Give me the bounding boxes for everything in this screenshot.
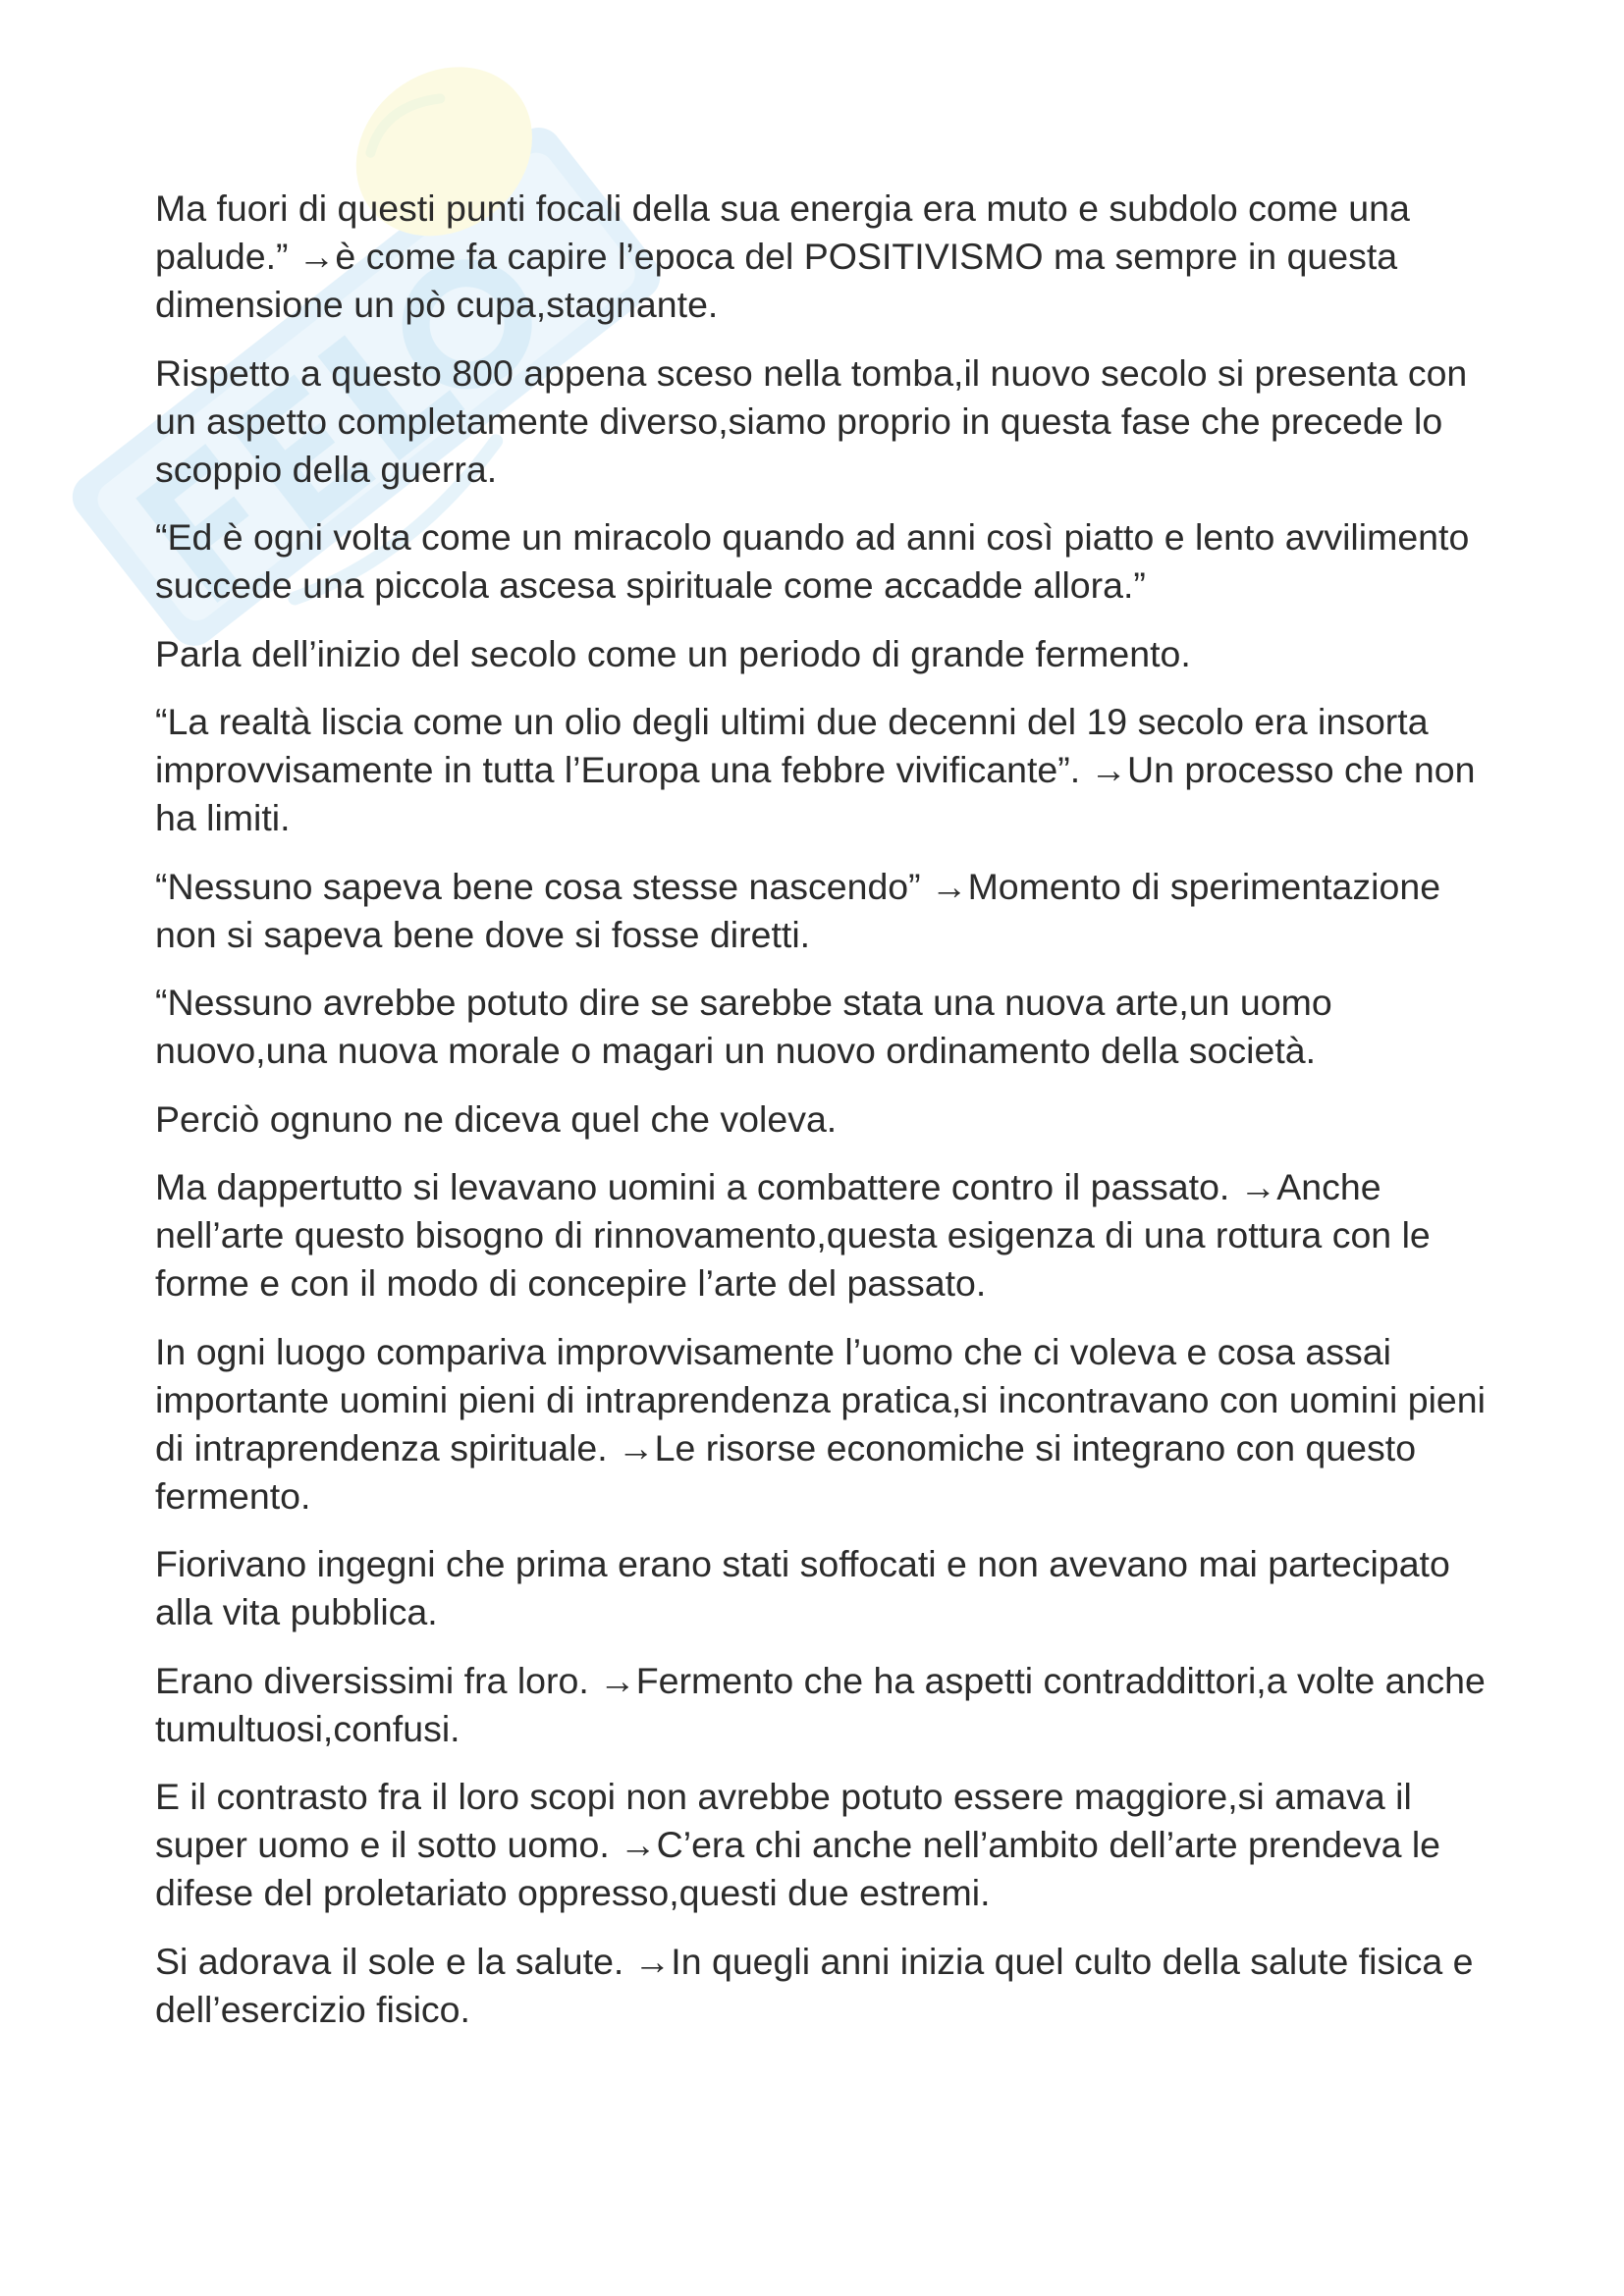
paragraph: Si adorava il sole e la salute. →In quegli anni inizia quel culto della salute fisica e dell’esercizio fisico. — [155, 1940, 1474, 2030]
paragraph: “La realtà liscia come un olio degli ultimi due decenni del 19 secolo era insorta improvvisamente in tutta l’Europa una febbre vivificante”. →Un processo che non ha limiti. — [155, 701, 1476, 838]
paragraph: Erano diversissimi fra loro. →Fermento che ha aspetti contraddittori,a volte anche tumultuosi,confusi. — [155, 1659, 1486, 1749]
paragraph: “Nessuno sapeva bene cosa stesse nascendo” →Momento di sperimentazione non si sapeva bene dove si fosse diretti. — [155, 865, 1441, 955]
paragraph: Ma dappertutto si levavano uomini a combattere contro il passato. →Anche nell’arte questo bisogno di rinnovamento,questa esigenza di una rottura con le forme e con il modo di concepire l’arte del passato. — [155, 1166, 1431, 1304]
paragraph: Parla dell’inizio del secolo come un periodo di grande fermento. — [155, 632, 1191, 674]
document-body — [155, 185, 1490, 2054]
paragraph: “Nessuno avrebbe potuto dire se sarebbe stata una nuova arte,un uomo nuovo,una nuova morale o magari un nuovo ordinamento della società. — [155, 982, 1332, 1071]
paragraph: E il contrasto fra il loro scopi non avrebbe potuto essere maggiore,si amava il super uomo e il sotto uomo. →C’era chi anche nell’ambito dell’arte prendeva le difese del proletariato oppresso,questi due estremi. — [155, 1776, 1441, 1913]
paragraph: Perciò ognuno ne diceva quel che voleva. — [155, 1097, 838, 1140]
paragraph: Ma fuori di questi punti focali della sua energia era muto e subdolo come una palude.” →è come fa capire l’epoca del POSITIVISMO ma sempre in questa dimensione un pò cupa,stagnante. — [155, 187, 1410, 325]
paragraph: Rispetto a questo 800 appena sceso nella tomba,il nuovo secolo si presenta con un aspetto completamente diverso,siamo proprio in questa fase che precede lo scoppio della guerra. — [155, 351, 1468, 490]
paragraph: In ogni luogo compariva improvvisamente l’uomo che ci voleva e cosa assai importante uomini pieni di intraprendenza pratica,si incontravano con uomini pieni di intraprendenza spirituale. →Le risorse economiche si integrano con questo fermento. — [155, 1330, 1486, 1517]
paragraph: Fiorivano ingegni che prima erano stati soffocati e non avevano mai partecipato alla vita pubblica. — [155, 1543, 1450, 1632]
paragraph: “Ed è ogni volta come un miracolo quando ad anni così piatto e lento avvilimento succede una piccola ascesa spirituale come accadde allora.” — [155, 516, 1470, 606]
